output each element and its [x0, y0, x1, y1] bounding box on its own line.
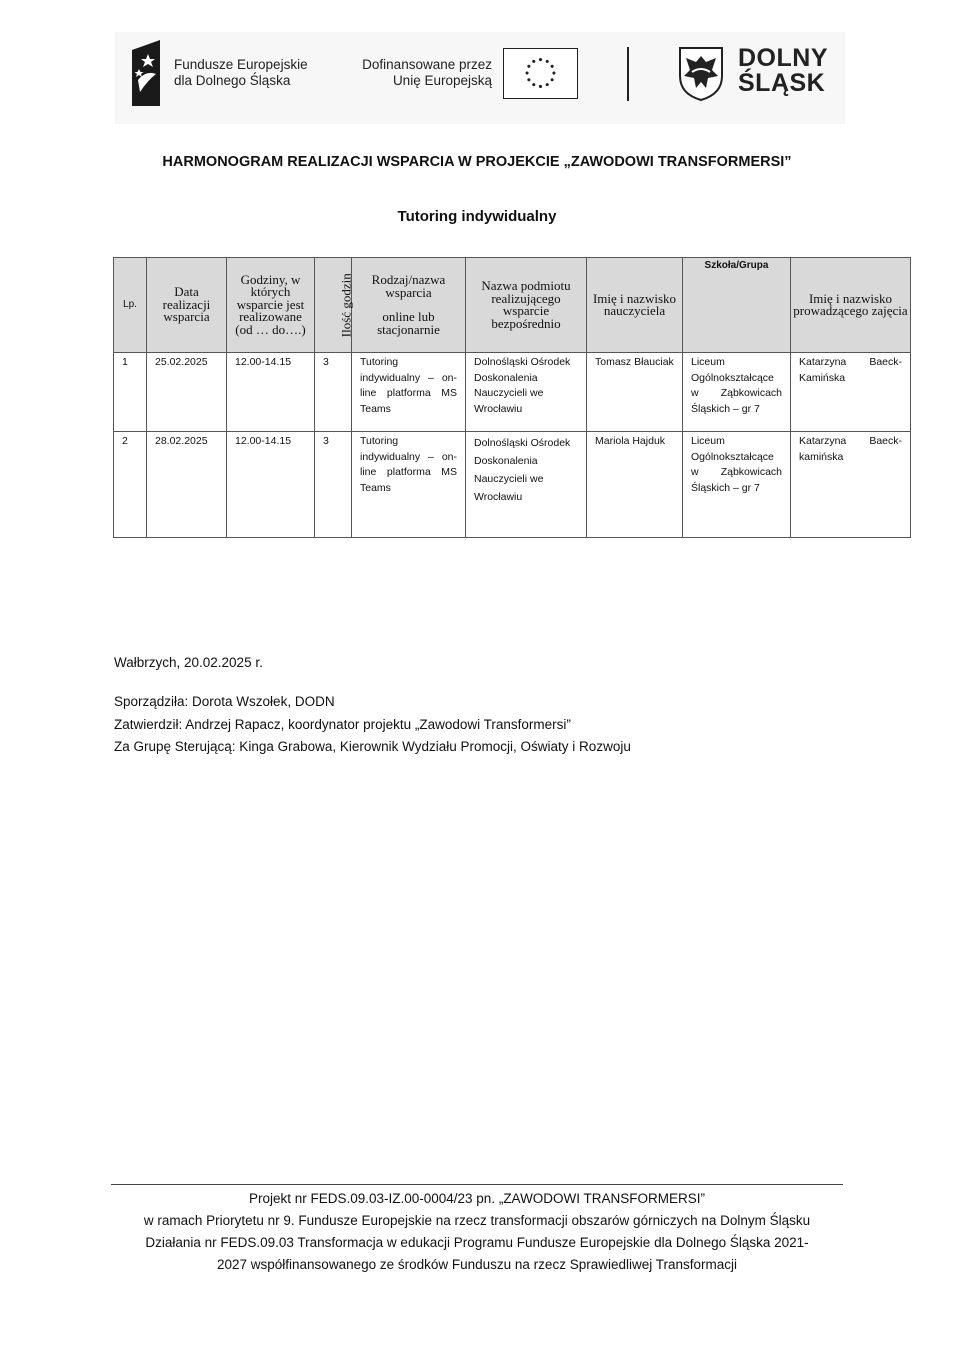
ue-line2: Unię Europejską: [392, 73, 492, 88]
footer: [0, 1188, 954, 1276]
footer-line2: w ramach Priorytetu nr 9. Fundusze Europejskie na rzecz transformacji obszarów górniczych na Dolnym Śląsku: [143, 1213, 811, 1228]
document-subtitle: Tutoring indywidualny: [397, 208, 557, 225]
fe-line2: dla Dolnego Śląska: [174, 73, 291, 88]
header-rodzaj-line2: online lub stacjonarnie: [377, 309, 440, 337]
footer-divider: [111, 1184, 843, 1185]
header-podmiot: Nazwa podmiotu realizującego wsparcie bezpośrednio: [466, 258, 587, 353]
table-header-row: [114, 258, 911, 353]
cell-rodzaj: Tutoring indywidualny – on-line platforma MS Teams: [352, 432, 466, 538]
cell-ilosc: 3: [315, 353, 352, 432]
cell-godziny: 12.00-14.15: [227, 432, 315, 538]
cell-godziny: 12.00-14.15: [227, 353, 315, 432]
eu-flag-icon: [503, 48, 578, 99]
ds-line1: DOLNY: [738, 44, 828, 72]
place-date: Wałbrzych, 20.02.2025 r.: [114, 655, 263, 670]
ue-cofinancing-text: [348, 57, 492, 89]
header-nauczyciel: Imię i nazwisko nauczyciela: [587, 258, 683, 353]
fundusze-europejskie-logo-icon: [128, 40, 164, 106]
header-prowadzacy: Imię i nazwisko prowadzącego zajęcia: [791, 258, 911, 353]
footer-line1: Projekt nr FEDS.09.03-IZ.00-0004/23 pn. „ZAWODOWI TRANSFORMERSI”: [248, 1191, 706, 1206]
ue-line1: Dofinansowane przez: [362, 57, 492, 72]
document-title: HARMONOGRAM REALIZACJI WSPARCIA W PROJEKCIE „ZAWODOWI TRANSFORMERSI”: [162, 154, 792, 170]
cell-prowadzacy: Katarzyna Baeck-Kamińska: [791, 353, 911, 432]
logo-separator: [627, 47, 629, 101]
schedule-table: [113, 257, 911, 538]
header-ilosc-label: Ilość godzin: [338, 273, 354, 337]
cell-rodzaj: Tutoring indywidualny – on-line platforma MS Teams: [352, 353, 466, 432]
approved-by: Zatwierdził: Andrzej Rapacz, koordynator projektu „Zawodowi Transformersi”: [114, 717, 571, 732]
header-rodzaj: [352, 258, 466, 353]
prepared-by: Sporządziła: Dorota Wszołek, DODN: [114, 694, 335, 709]
footer-line4: 2027 współfinansowanego ze środków Funduszu na rzecz Sprawiedliwej Transformacji: [216, 1257, 737, 1272]
cell-nauczyciel: Tomasz Błauciak: [587, 353, 683, 432]
table-row: [114, 432, 911, 538]
cell-data: 28.02.2025: [147, 432, 227, 538]
fundusze-europejskie-text: [174, 57, 308, 89]
table-row: [114, 353, 911, 432]
cell-szkola: Liceum Ogólnokształcące w Ząbkowicach Śląskich – gr 7: [683, 432, 791, 538]
cell-lp: 2: [114, 432, 147, 538]
footer-line3: Działania nr FEDS.09.03 Transformacja w edukacji Programu Fundusze Europejskie dla Dolnego Śląska 2021-: [145, 1235, 809, 1250]
cell-data: 25.02.2025: [147, 353, 227, 432]
dolny-slask-crest-icon: [678, 46, 724, 102]
header-szkola: Szkoła/Grupa: [683, 258, 791, 353]
cell-prowadzacy: Katarzyna Baeck-kamińska: [791, 432, 911, 538]
cell-szkola: Liceum Ogólnokształcące w Ząbkowicach Śląskich – gr 7: [683, 353, 791, 432]
header-godziny: Godziny, w których wsparcie jest realizowane (od … do….): [227, 258, 315, 353]
fe-line1: Fundusze Europejskie: [174, 57, 308, 72]
cell-podmiot: Dolnośląski Ośrodek Doskonalenia Nauczycieli we Wrocławiu: [466, 432, 587, 538]
steering-group: Za Grupę Sterującą: Kinga Grabowa, Kierownik Wydziału Promocji, Oświaty i Rozwoju: [114, 739, 631, 754]
cell-nauczyciel: Mariola Hajduk: [587, 432, 683, 538]
dolny-slask-wordmark: [738, 46, 828, 96]
header-data: Data realizacji wsparcia: [147, 258, 227, 353]
header-ilosc: [315, 258, 352, 353]
header-rodzaj-line1: Rodzaj/nazwa wsparcia: [371, 272, 446, 300]
header-lp: Lp.: [114, 258, 147, 353]
cell-ilosc: 3: [315, 432, 352, 538]
cell-podmiot: Dolnośląski Ośrodek Doskonalenia Nauczycieli we Wrocławiu: [466, 353, 587, 432]
ds-line2: ŚLĄSK: [738, 69, 826, 97]
cell-lp: 1: [114, 353, 147, 432]
